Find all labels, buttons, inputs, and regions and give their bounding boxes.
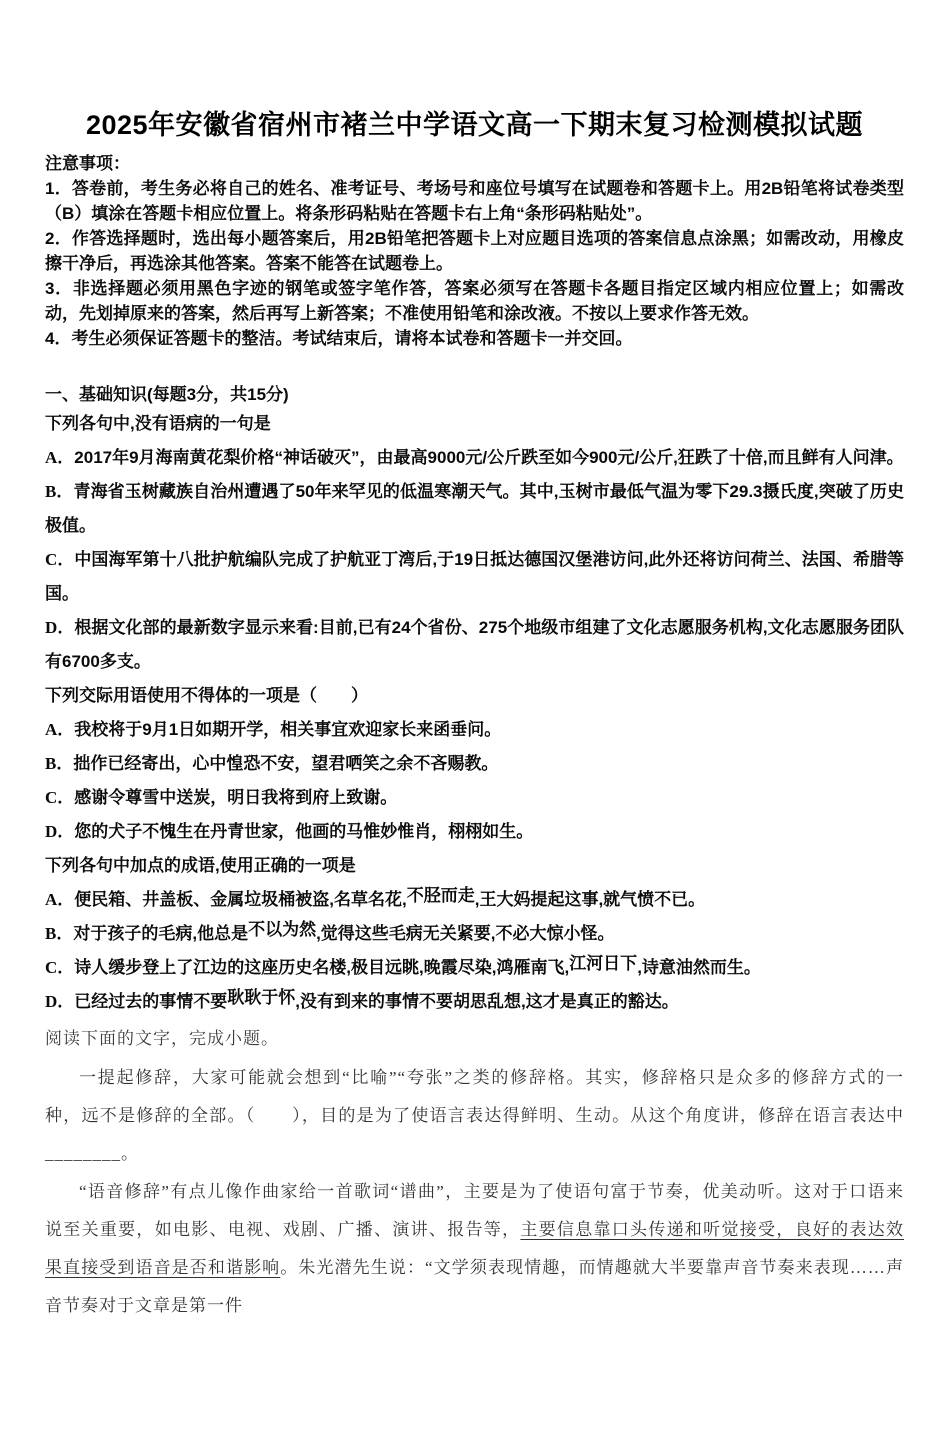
q2-option-a	[45, 713, 904, 747]
option-text: 我校将于9月1日如期开学，相关事宜欢迎家长来函垂问。	[74, 720, 502, 739]
paragraph-text: “语音修辞”有点儿像作曲家给一首歌词“谱曲”，主要是为了使语句富于节奏，优美动听。这对于口语来说至关重要，如电影、电视、戏剧、广播、演讲、报告等，	[45, 1182, 904, 1239]
option-text: 拙作已经寄出，心中惶恐不安，望君哂笑之余不吝赐教。	[73, 754, 499, 773]
option-label: B．	[45, 482, 74, 501]
option-label: D．	[45, 618, 75, 637]
emphasized-idiom: 江河日下	[569, 954, 638, 973]
q1-option-a	[45, 441, 904, 475]
option-text: 便民箱、井盖板、金属垃圾桶被盗,名草名花,	[74, 890, 407, 909]
q2-option-d	[45, 815, 904, 849]
option-text: 已经过去的事情不要	[74, 992, 228, 1011]
option-text: ,诗意油然而生。	[637, 958, 761, 977]
reading-intro: 阅读下面的文字，完成小题。	[45, 1029, 279, 1048]
notice-item-1: 1．答卷前，考生务必将自己的姓名、准考证号、考场号和座位号填写在试题卷和答题卡上。用2B铅笔将试卷类型（B）填涂在答题卡相应位置上。将条形码粘贴在答题卡右上角“条形码粘贴处”。	[45, 179, 904, 223]
option-label: C．	[45, 958, 75, 977]
q3-option-d	[45, 985, 904, 1019]
section1-heading: 一、基础知识(每题3分，共15分)	[45, 385, 289, 404]
page-title: 2025年安徽省宿州市褚兰中学语文高一下期末复习检测模拟试题	[85, 110, 864, 140]
q2-option-b	[45, 747, 904, 781]
option-text: 对于孩子的毛病,他总是	[73, 924, 249, 943]
q2-stem: 下列交际用语使用不得体的一项是（ ）	[45, 686, 368, 705]
option-label: B．	[45, 754, 74, 773]
q1-option-c	[45, 543, 904, 611]
option-text: ,没有到来的事情不要胡思乱想,这才是真正的豁达。	[295, 992, 679, 1011]
notices-section	[45, 151, 904, 351]
q3-stem: 下列各句中加点的成语,使用正确的一项是	[45, 856, 356, 875]
reading-paragraph-1: 一提起修辞，大家可能就会想到“比喻”“夸张”之类的修辞格。其实，修辞格只是众多的修辞方式的一种，远不是修辞的全部。（ ），目的是为了使语言表达得鲜明、生动。从这个角度讲，修辞在语言表达中________。	[45, 1068, 904, 1163]
option-text: 中国海军第十八批护航编队完成了护航亚丁湾后,于19日抵达德国汉堡港访问,此外还将访问荷兰、法国、希腊等国。	[45, 550, 904, 603]
notice-item-4: 4．考生必须保证答题卡的整洁。考试结束后，请将本试卷和答题卡一并交回。	[45, 329, 633, 348]
notice-item-3: 3．非选择题必须用黑色字迹的钢笔或签字笔作答，答案必须写在答题卡各题目指定区域内相应位置上；如需改动，先划掉原来的答案，然后再写上新答案；不准使用铅笔和涂改液。不按以上要求作答无效。	[45, 279, 904, 323]
q2-option-c	[45, 781, 904, 815]
option-label: C．	[45, 788, 75, 807]
q1-option-d	[45, 611, 904, 679]
reading-section	[45, 1026, 904, 1325]
option-text: 2017年9月海南黄花梨价格“神话破灭”，由最高9000元/公斤跌至如今900元/公斤,狂跌了十倍,而且鲜有人问津。	[74, 448, 904, 467]
option-text: 您的犬子不愧生在丹青世家，他画的马惟妙惟肖，栩栩如生。	[74, 822, 534, 841]
option-text: ,觉得这些毛病无关紧要,不必大惊小怪。	[316, 924, 615, 943]
option-label: C．	[45, 550, 75, 569]
option-label: A．	[45, 448, 75, 467]
option-label: D．	[45, 992, 75, 1011]
q1-option-b	[45, 475, 904, 543]
option-label: D．	[45, 822, 75, 841]
option-text: 青海省玉树藏族自治州遭遇了50年来罕见的低温寒潮天气。其中,玉树市最低气温为零下29.3摄氏度,突破了历史极值。	[45, 482, 904, 535]
q3-option-a	[45, 883, 904, 917]
notice-item-2: 2．作答选择题时，选出每小题答案后，用2B铅笔把答题卡上对应题目选项的答案信息点涂黑；如需改动，用橡皮擦干净后，再选涂其他答案。答案不能答在试题卷上。	[45, 229, 904, 273]
option-label: A．	[45, 720, 75, 739]
option-text: 感谢令尊雪中送炭，明日我将到府上致谢。	[74, 788, 398, 807]
option-text: ,王大妈提起这事,就气愤不已。	[474, 890, 706, 909]
paragraph-text: 。朱光潜先生说：“文学须表现情趣，而情趣就大半要靠声音节奏来表现……声音节奏对于文章是第一件	[45, 1258, 905, 1315]
questions-block	[45, 407, 904, 1019]
notices-heading: 注意事项：	[45, 154, 130, 173]
option-text: 根据文化部的最新数字显示来看:目前,已有24个省份、275个地级市组建了文化志愿服务机构,文化志愿服务团队有6700多支。	[45, 618, 904, 671]
emphasized-idiom: 耿耿于怀	[227, 988, 296, 1007]
exam-paper-page	[0, 108, 950, 1452]
q1-stem: 下列各句中,没有语病的一句是	[45, 414, 271, 433]
option-label: A．	[45, 890, 75, 909]
underlined-passage: 主要信息靠口头传递和听觉接受，良好的表达效果直接受到语音是否和谐影响	[45, 1220, 905, 1277]
emphasized-idiom: 不胫而走	[406, 886, 475, 905]
emphasized-idiom: 不以为然	[248, 920, 317, 939]
reading-paragraph-2	[45, 1173, 904, 1325]
option-text: 诗人缓步登上了江边的这座历史名楼,极目远眺,晚霞尽染,鸿雁南飞,	[74, 958, 570, 977]
q3-option-b	[45, 917, 904, 951]
option-label: B．	[45, 924, 74, 943]
q3-option-c	[45, 951, 904, 985]
